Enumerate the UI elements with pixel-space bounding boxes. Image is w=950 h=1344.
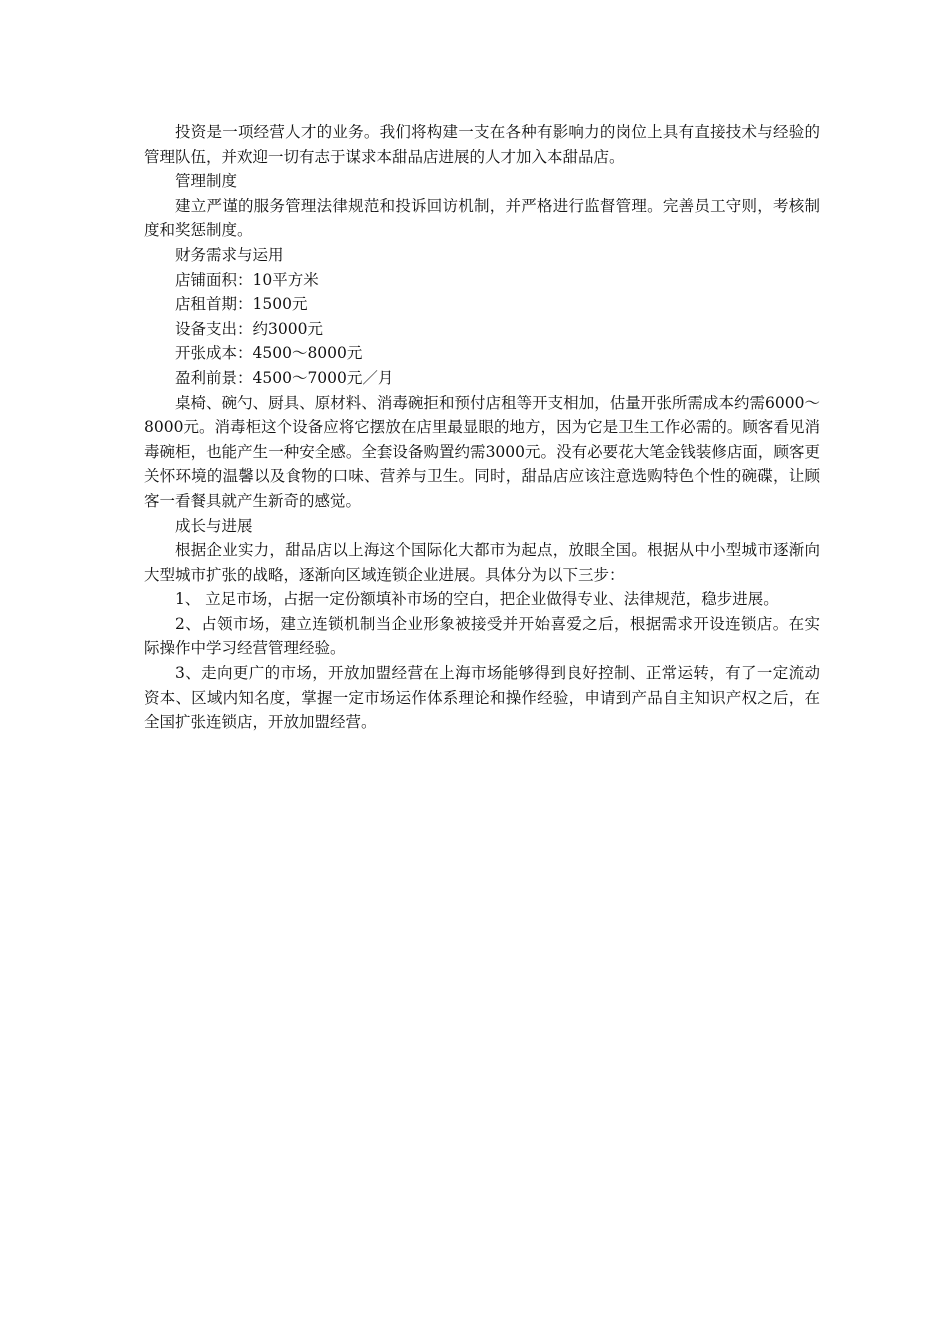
document-body	[144, 120, 820, 735]
heading-finance: 财务需求与运用	[175, 245, 284, 264]
finance-opening-cost: 开张成本：4500～8000元	[175, 344, 363, 363]
paragraph-talent: 投资是一项经营人才的业务。我们将构建一支在各种有影响力的岗位上具有直接技术与经验的管理队伍，并欢迎一切有志于谋求本甜品店进展的人才加入本甜品店。	[144, 123, 820, 166]
paragraph-management: 建立严谨的服务管理法律规范和投诉回访机制，并严格进行监督管理。完善员工守则，考核制度和奖惩制度。	[144, 196, 820, 240]
heading-growth: 成长与进展	[175, 516, 253, 535]
paragraph-cost-detail: 桌椅、碗勺、厨具、原材料、消毒碗拒和预付店租等开支相加，估量开张所需成本约需6000～8000元。消毒柜这个设备应将它摆放在店里最显眼的地方，因为它是卫生工作必需的。顾客看见消毒碗柜，也能产生一种安全感。全套设备购置约需3000元。没有必要花大笔金钱装修店面，顾客更关怀环境的温馨以及食物的口味、营养与卫生。同时，甜品店应该注意选购特色个性的碗碟，让顾客一看餐具就产生新奇的感觉。	[144, 393, 820, 510]
growth-step-2: 2、占领市场，建立连锁机制当企业形象被接受并开始喜爱之后，根据需求开设连锁店。在实际操作中学习经营管理经验。	[144, 614, 820, 658]
heading-management-system: 管理制度	[175, 172, 238, 191]
paragraph-growth-strategy: 根据企业实力，甜品店以上海这个国际化大都市为起点，放眼全国。根据从中小型城市逐渐向大型城市扩张的战略，逐渐向区域连锁企业进展。具体分为以下三步：	[144, 541, 820, 584]
finance-profit: 盈利前景：4500～7000元／月	[175, 368, 394, 387]
finance-store-area: 店铺面积：10平方米	[175, 270, 319, 289]
finance-equipment: 设备支出：约3000元	[175, 319, 323, 338]
growth-step-1: 1、 立足市场，占据一定份额填补市场的空白，把企业做得专业、法律规范，稳步进展。	[175, 590, 779, 609]
growth-step-3: 3、走向更广的市场，开放加盟经营在上海市场能够得到良好控制、正常运转，有了一定流动资本、区域内知名度，掌握一定市场运作体系理论和操作经验，申请到产品自主知识产权之后，在全国扩张连锁店，开放加盟经营。	[144, 664, 820, 732]
finance-first-rent: 店租首期：1500元	[175, 295, 308, 314]
